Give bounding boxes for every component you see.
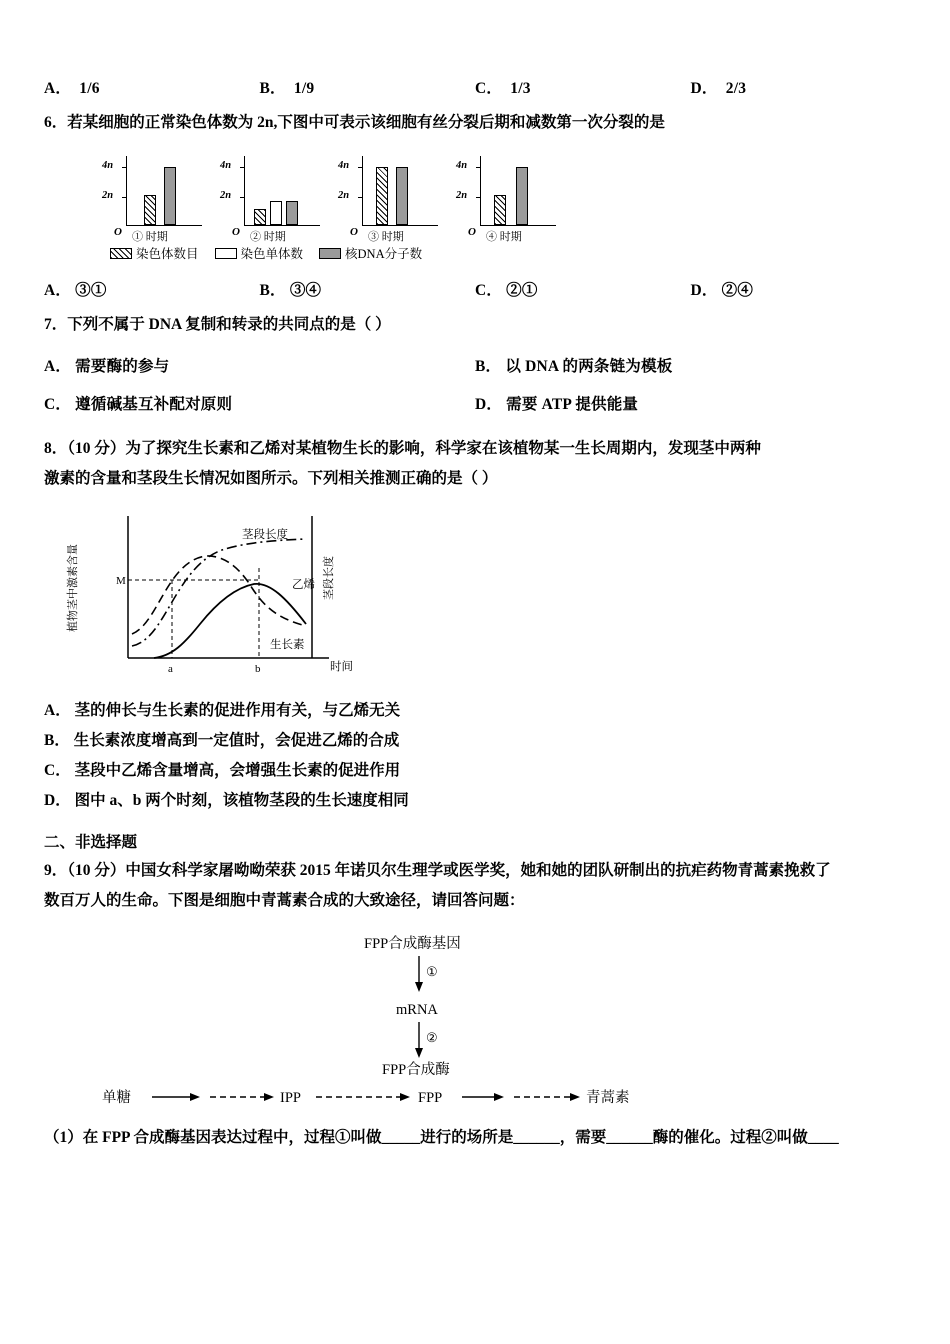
q8-option-b[interactable] [44,726,906,756]
q7-option-c[interactable] [44,390,475,420]
q6-option-c[interactable] [475,278,691,300]
q6-option-a-label: A． [44,282,72,299]
q6-option-b-label: B． [259,282,286,299]
q6-option-a[interactable] [44,278,260,300]
q5-option-c-text: 1/3 [510,80,531,97]
curve-stem-length [132,539,306,646]
x-axis-label: 时间 [330,661,353,673]
diagram-label-fpp: FPP [418,1090,443,1106]
q5-option-b-text: 1/9 [293,80,315,97]
q7-option-d[interactable] [475,390,906,420]
q6-option-a-text: ③① [75,282,107,299]
tick-4n [358,167,363,168]
q5-options-row [44,76,906,98]
q7-option-b[interactable] [475,352,906,382]
stage-label: ③ 时期 [368,231,404,243]
q6-option-d[interactable] [691,278,907,300]
axis-horizontal [244,225,320,226]
x-tick-a: a [168,663,173,675]
q8-option-a-text: 茎的伸长与生长素的促进作用有关，与乙烯无关 [74,702,401,719]
q7-option-a[interactable] [44,352,475,382]
q6-stem [44,108,906,138]
stage-label: ② 时期 [250,231,286,243]
origin-label: O [468,226,476,238]
hormone-curve-chart [54,506,384,686]
q6-option-d-text: ②④ [721,282,754,299]
tick-2n [358,197,363,198]
q9-score: （10 分） [67,862,126,879]
axis-horizontal [126,225,202,226]
q7-option-a-label: A． [44,358,72,375]
q5-option-a-label: A． [44,80,72,97]
q9-number: 9． [44,862,68,879]
legend-item-dna [319,244,422,262]
q7-options-row-2 [44,390,906,420]
m-label: M [116,575,126,587]
q8-stem-line2 [44,464,906,494]
q8-option-d-label: D． [44,792,71,809]
y-label-4n: 4n [102,160,114,171]
q7-option-b-label: B． [475,358,502,375]
q9-stem-line2 [44,886,906,916]
q6-chart-2 [214,152,332,243]
q8-score: （10 分） [67,440,126,457]
q8-stem-line1 [44,434,906,464]
q8-option-d[interactable] [44,786,906,816]
q6-chart-3 [332,152,450,243]
q5-option-d-text: 2/3 [725,80,747,97]
q7-options-row-1 [44,352,906,382]
q9-figure [44,926,906,1116]
q6-chart-1 [96,152,214,243]
tick-4n [476,167,481,168]
bar-chromatid [270,201,282,225]
stage-label: ① 时期 [132,231,168,243]
q6-option-b[interactable] [260,278,476,300]
q7-option-c-text: 遵循碱基互补配对原则 [75,396,233,413]
diagram-label-monosaccharide: 单糖 [102,1090,131,1106]
tick-2n [122,197,127,198]
y-label-2n: 2n [102,190,114,201]
bar-chromosome [494,195,506,225]
y-right-axis-label: 茎段长度 [323,556,335,600]
legend-label-dna: 核DNA分子数 [345,247,423,261]
y-label-2n: 2n [456,190,468,201]
legend-label-chromosome: 染色体数目 [136,247,199,261]
bar-dna [164,167,176,225]
legend-item-chromatid [215,244,304,262]
diagram-label-ipp: IPP [280,1090,301,1106]
q7-stem-text: 下列不属于 DNA 复制和转录的共同点的是（ ） [67,316,391,333]
bar-dna [286,201,298,225]
bar-chromosome [376,167,388,225]
q8-option-c-label: C． [44,762,71,779]
q5-option-b-label: B． [259,80,286,97]
q8-option-c[interactable] [44,756,906,786]
diagram-label-artemisinin: 青蒿素 [586,1090,630,1106]
q7-option-d-text: 需要 ATP 提供能量 [506,396,639,413]
bar-dna [396,167,408,225]
q6-chart-4 [450,152,568,243]
diagram-label-gene: FPP合成酶基因 [364,936,461,952]
tick-4n [240,167,245,168]
q7-option-d-label: D． [475,396,503,413]
curve-label-ethylene: 乙烯 [292,579,315,591]
q5-option-a-text: 1/6 [79,80,100,97]
diagram-label-enzyme: FPP合成酶 [382,1062,450,1078]
origin-label: O [232,226,240,238]
q6-stem-text: 若某细胞的正常染色体数为 2n,下图中可表示该细胞有丝分裂后期和减数第一次分裂的是 [67,114,665,131]
q9-sub1-text: （1）在 FPP 合成酶基因表达过程中，过程①叫做_____进行的场所是______，需要______酶的催化。过程②叫做____ [44,1129,839,1146]
q5-option-c-label: C． [475,80,503,97]
diagram-step-1: ① [426,964,438,979]
bar-chromosome [254,209,266,225]
bar-dna [516,167,528,225]
tick-2n [240,197,245,198]
artemisinin-pathway-diagram [44,926,906,1116]
q5-option-c[interactable] [475,76,691,98]
q5-option-b[interactable] [260,76,476,98]
q7-option-c-label: C． [44,396,72,413]
hatch-swatch-icon [110,248,132,259]
q7-stem [44,310,906,340]
q8-stem-text-2: 激素的含量和茎段生长情况如图所示。下列相关推测正确的是（ ） [44,470,498,487]
q9-stem-text-2: 数百万人的生命。下图是细胞中青蒿素合成的大致途径，请回答问题： [44,892,525,909]
bar-chromosome [144,195,156,225]
q9-stem-line1 [44,856,906,886]
q6-legend [110,244,616,262]
tick-2n [476,197,481,198]
y-label-4n: 4n [338,160,350,171]
q7-option-a-text: 需要酶的参与 [75,358,170,375]
q8-option-b-label: B． [44,732,70,749]
q6-option-c-label: C． [475,282,503,299]
q8-figure [54,506,384,686]
q8-number: 8． [44,440,68,457]
q6-figure [96,152,616,262]
y-label-2n: 2n [338,190,350,201]
axis-horizontal [362,225,438,226]
legend-label-chromatid: 染色单体数 [240,247,304,261]
q6-option-c-text: ②① [506,282,538,299]
section-2-title: 二、非选择题 [44,834,138,851]
q7-option-b-text: 以 DNA 的两条链为模板 [505,358,673,375]
curve-label-stem-length: 茎段长度 [242,529,288,541]
q6-number: 6． [44,114,68,131]
q8-option-a[interactable] [44,696,906,726]
y-label-2n: 2n [220,190,232,201]
x-tick-b: b [255,663,261,675]
y-left-axis-label: 植物茎中激素含量 [67,544,79,632]
legend-item-chromosome [110,244,199,262]
q5-option-a[interactable] [44,76,260,98]
q7-number: 7． [44,316,68,333]
q8-option-c-text: 茎段中乙烯含量增高，会增强生长素的促进作用 [74,762,401,779]
q8-stem-text-1: 为了探究生长素和乙烯对某植物生长的影响，科学家在该植物某一生长周期内，发现茎中两种 [125,440,761,457]
origin-label: O [114,226,122,238]
y-label-4n: 4n [456,160,468,171]
diagram-step-2: ② [426,1030,438,1045]
q5-option-d-label: D． [690,80,718,97]
diagram-label-mrna: mRNA [396,1002,438,1018]
q8-option-b-text: 生长素浓度增高到一定值时，会促进乙烯的合成 [73,732,400,749]
white-swatch-icon [215,248,237,259]
q8-option-a-label: A． [44,702,71,719]
stage-label: ④ 时期 [486,231,522,243]
tick-4n [122,167,127,168]
y-label-4n: 4n [220,160,232,171]
origin-label: O [350,226,358,238]
q9-stem-text-1: 中国女科学家屠呦呦荣获 2015 年诺贝尔生理学或医学奖，她和她的团队研制出的抗疟药物青蒿素挽救了 [125,862,831,879]
curve-label-auxin: 生长素 [270,639,305,651]
q6-option-d-label: D． [690,282,718,299]
page-content [44,76,906,1153]
axis-horizontal [480,225,556,226]
q5-option-d[interactable] [691,76,907,98]
q6-option-b-text: ③④ [289,282,322,299]
q6-options-row [44,278,906,300]
q9-sub-question-1 [44,1122,906,1153]
q8-option-d-text: 图中 a、b 两个时刻，该植物茎段的生长速度相同 [74,792,409,809]
q6-mini-charts [96,152,616,243]
gray-swatch-icon [319,248,341,259]
